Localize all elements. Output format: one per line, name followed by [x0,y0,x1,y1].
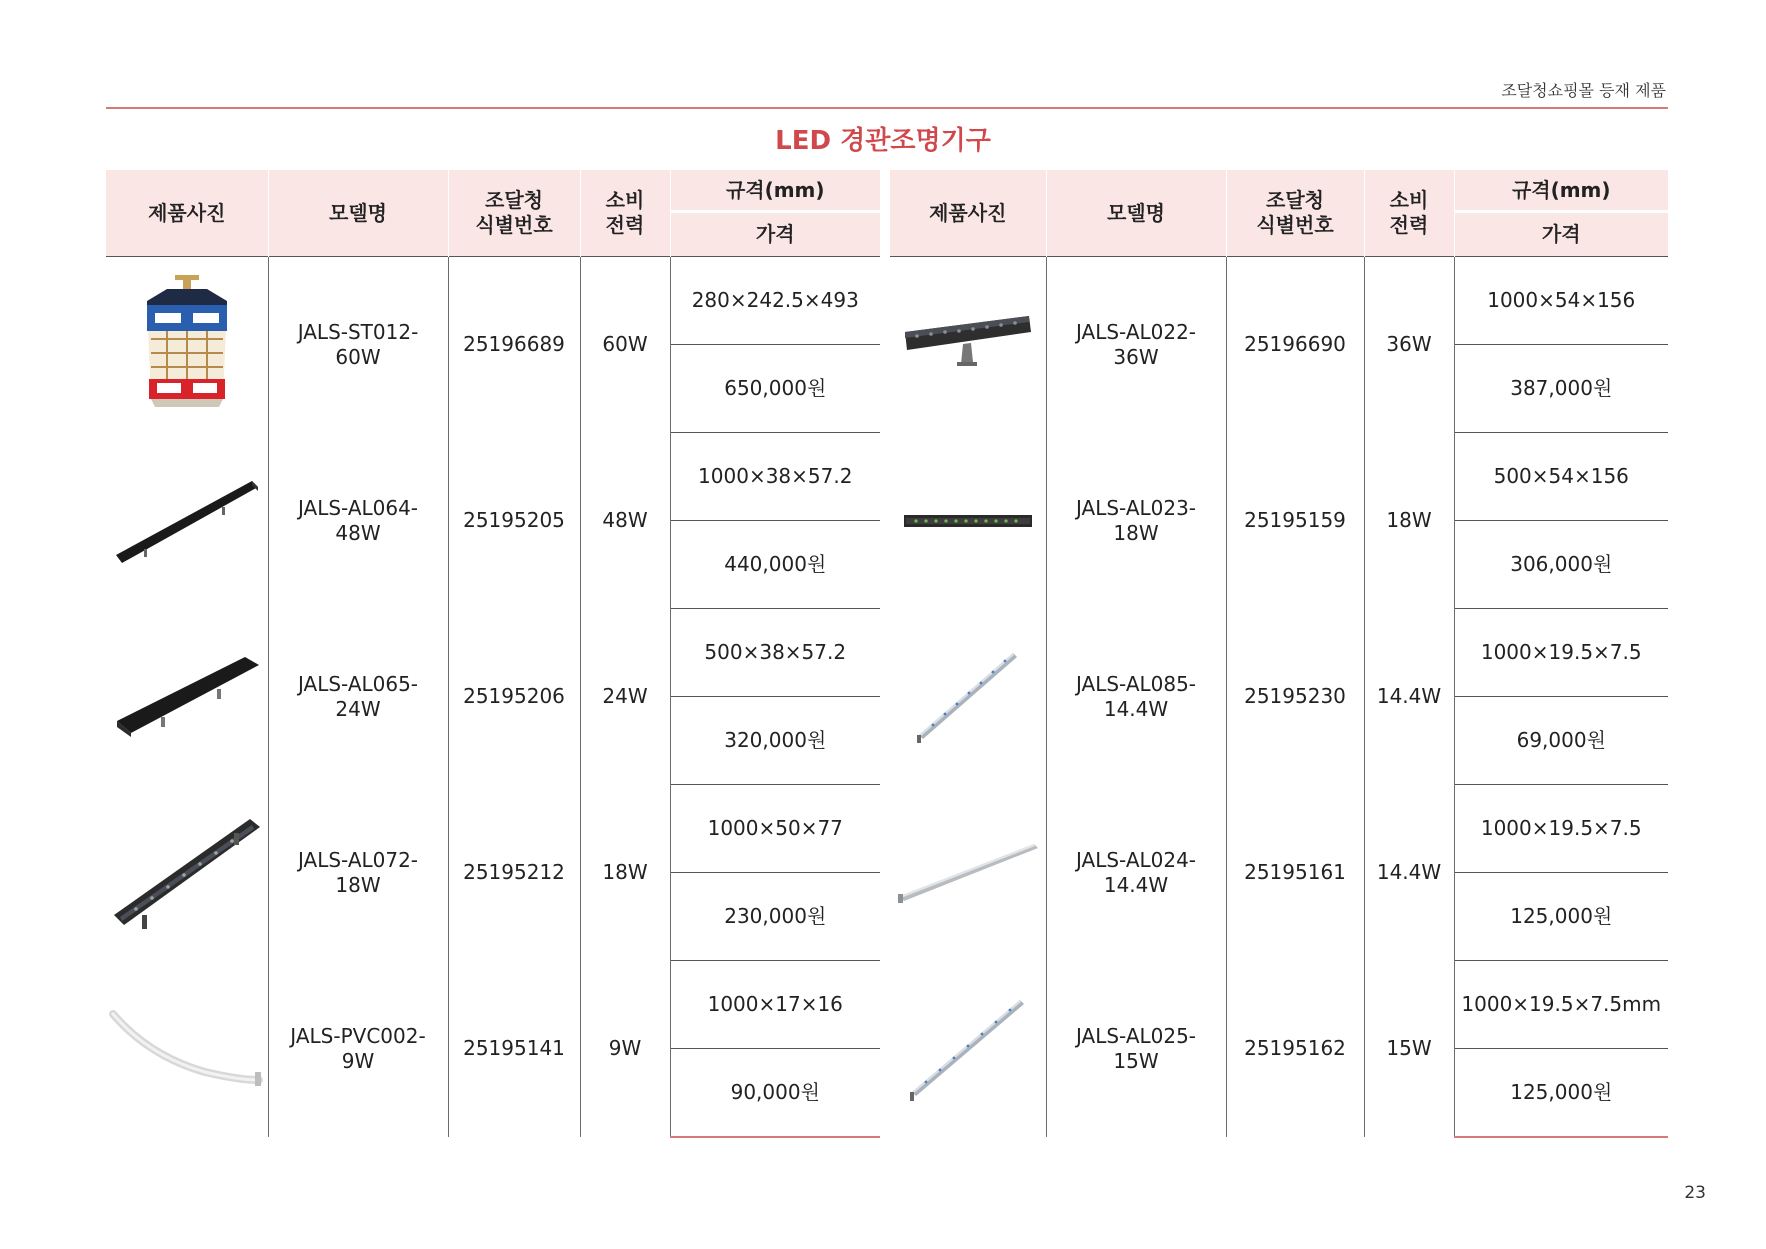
model-name [1046,433,1226,609]
price: 387,000원 [1454,345,1668,433]
id-number: 25196690 [1226,257,1364,433]
page-title: LED 경관조명기구 [775,126,991,156]
table-row [890,961,1668,1049]
id-number: 25195212 [448,785,580,961]
model-name-line1: JALS-AL065- [297,671,419,696]
spec: 500×54×156 [1454,433,1668,521]
col-power-line1: 소비 [1389,188,1429,212]
power: 24W [580,609,670,785]
price: 90,000원 [670,1049,880,1138]
right-product-table [890,170,1668,1138]
table-row [890,257,1668,345]
top-rule [106,107,1668,109]
col-photo: 제품사진 [106,170,268,257]
table-row [106,609,880,697]
model-name [268,785,448,961]
table-row [890,609,1668,697]
product-photo [106,609,268,785]
table-row [106,785,880,873]
model-name-line2: 9W [341,1048,375,1073]
col-id-line1: 조달청 [1266,188,1324,212]
product-photo [106,785,268,961]
lantern-image [137,275,237,415]
power: 60W [580,257,670,433]
col-model: 모델명 [268,170,448,257]
power: 18W [580,785,670,961]
model-name-line1: JALS-AL024- [1075,847,1197,872]
model-name-line2: 24W [335,696,381,721]
spec: 1000×19.5×7.5mm [1454,961,1668,1049]
header-row [890,170,1668,212]
slim-led-bar-image [913,647,1023,747]
black-bar-light-image [112,473,262,569]
wall-washer-bracket-image [903,310,1033,380]
col-power-line2: 전력 [1389,213,1429,237]
model-name [1046,257,1226,433]
spec: 1000×19.5×7.5 [1454,785,1668,873]
price: 650,000원 [670,345,880,433]
power: 15W [1364,961,1454,1138]
flexible-strip-image [109,1004,265,1094]
price: 69,000원 [1454,697,1668,785]
col-id-line1: 조달청 [485,188,543,212]
price: 320,000원 [670,697,880,785]
table-row [890,433,1668,521]
product-photo [890,257,1046,433]
id-number: 25195230 [1226,609,1364,785]
col-power-line1: 소비 [605,188,645,212]
model-name [1046,785,1226,961]
table-row [106,257,880,345]
power: 18W [1364,433,1454,609]
model-name-line2: 60W [335,344,381,369]
product-photo [890,433,1046,609]
model-name-line2: 14.4W [1103,872,1169,897]
power: 36W [1364,257,1454,433]
model-name-line1: JALS-AL023- [1075,495,1197,520]
spec: 1000×50×77 [670,785,880,873]
price: 230,000원 [670,873,880,961]
spec: 500×38×57.2 [670,609,880,697]
col-id-line2: 식별번호 [475,213,553,237]
left-product-table [106,170,880,1138]
model-name [1046,609,1226,785]
model-name-line2: 15W [1113,1048,1159,1073]
spec: 280×242.5×493 [670,257,880,345]
header-tag: 조달청쇼핑몰 등재 제품 [1501,81,1666,100]
spec: 1000×54×156 [1454,257,1668,345]
model-name-line1: JALS-AL085- [1075,671,1197,696]
led-wall-washer-image [112,809,262,937]
model-name-line1: JALS-AL064- [297,495,419,520]
col-price: 가격 [1454,212,1668,257]
id-number: 25195141 [448,961,580,1138]
model-name [268,257,448,433]
model-name-line2: 48W [335,520,381,545]
model-name-line1: JALS-AL025- [1075,1023,1197,1048]
short-led-bar-image [902,511,1034,531]
id-number: 25195159 [1226,433,1364,609]
silver-bar-image [896,838,1040,908]
power: 14.4W [1364,609,1454,785]
product-photo [106,257,268,433]
model-name [268,961,448,1138]
col-power [1364,170,1454,257]
product-photo [106,961,268,1138]
price: 125,000원 [1454,873,1668,961]
product-photo [890,609,1046,785]
col-spec: 규격(mm) [670,170,880,212]
col-id [1226,170,1364,257]
model-name-line1: JALS-AL022- [1075,319,1197,344]
product-photo [890,961,1046,1138]
product-photo [890,785,1046,961]
header-row [106,170,880,212]
model-name-line2: 14.4W [1103,696,1169,721]
id-number: 25195161 [1226,785,1364,961]
product-photo [106,433,268,609]
col-power [580,170,670,257]
model-name-line1: JALS-ST012- [297,319,419,344]
col-spec: 규격(mm) [1454,170,1668,212]
spec: 1000×19.5×7.5 [1454,609,1668,697]
model-name-line1: JALS-AL072- [297,847,419,872]
slim-led-bar-image [906,994,1030,1104]
power: 48W [580,433,670,609]
price: 440,000원 [670,521,880,609]
col-price: 가격 [670,212,880,257]
id-number: 25195206 [448,609,580,785]
col-id-line2: 식별번호 [1256,213,1334,237]
col-model: 모델명 [1046,170,1226,257]
model-name-line2: 18W [335,872,381,897]
id-number: 25195162 [1226,961,1364,1138]
table-row [890,785,1668,873]
black-bar-light-image [113,649,261,745]
id-number: 25196689 [448,257,580,433]
spec: 1000×38×57.2 [670,433,880,521]
model-name [268,609,448,785]
col-photo: 제품사진 [890,170,1046,257]
table-row [106,961,880,1049]
model-name [268,433,448,609]
model-name [1046,961,1226,1138]
model-name-line2: 18W [1113,520,1159,545]
price: 125,000원 [1454,1049,1668,1138]
power: 9W [580,961,670,1138]
table-row [106,433,880,521]
col-power-line2: 전력 [605,213,645,237]
model-name-line2: 36W [1113,344,1159,369]
power: 14.4W [1364,785,1454,961]
page-number: 23 [1684,1183,1706,1203]
id-number: 25195205 [448,433,580,609]
price: 306,000원 [1454,521,1668,609]
spec: 1000×17×16 [670,961,880,1049]
model-name-line1: JALS-PVC002- [290,1023,426,1048]
col-id [448,170,580,257]
